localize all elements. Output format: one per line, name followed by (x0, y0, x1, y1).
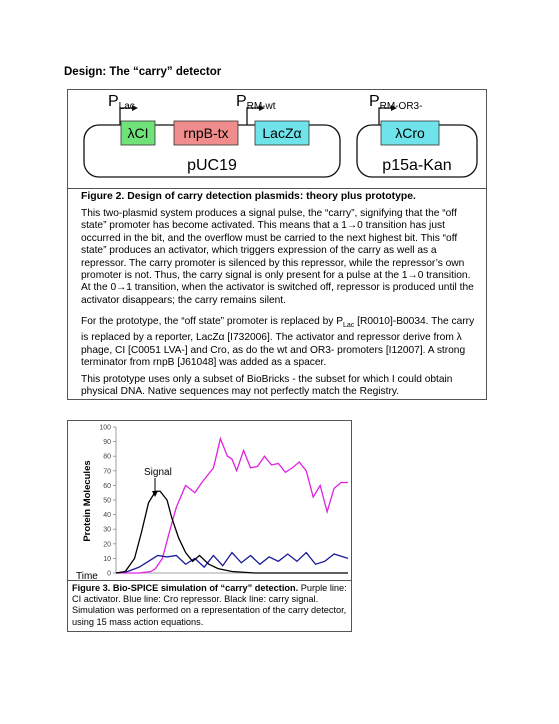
y-tick-label: 60 (103, 482, 111, 490)
simulation-line-chart (68, 421, 351, 580)
promoter-plac-label: PLac (108, 93, 135, 112)
y-tick-label: 10 (103, 555, 111, 563)
y-tick-label: 80 (103, 453, 111, 461)
y-tick-label: 90 (103, 439, 111, 447)
figure-2-paragraph-2: For the prototype, the “off state” promoter is replaced by $P_{Lac}$ [R0010]-B0034. The carry is replaced by a reporter, LacZα [I732006]. The activator and repressor derive from λ phage, CI [C0051 LVA-] and Cro, as do the wt and OR3- promoters [I12007]. A strong terminator from rnpB [J61048] was added as a spacer. (81, 316, 475, 369)
plasmid-puc19-label: pUC19 (187, 157, 237, 174)
plasmid-p15a-label: p15a-Kan (382, 157, 452, 174)
gene-cro-label: λCro (395, 125, 425, 141)
figure-3-caption: Figure 3. Bio-SPICE simulation of “carry” detection. Purple line: CI activator. Blue line: Cro repressor. Black line: carry signal. Simulation was performed on a representation of the carry detector, using 15 mass action equations. (72, 583, 347, 627)
y-tick-label: 70 (103, 468, 111, 476)
y-tick-label: 50 (103, 497, 111, 505)
y-tick-label: 0 (107, 570, 111, 578)
series-line-2 (116, 553, 348, 573)
gene-ci-label: λCI (127, 125, 149, 141)
plasmid-diagram (68, 90, 486, 188)
gene-lacz-label: LacZα (262, 125, 302, 141)
y-axis-label: Protein Molecules (82, 460, 93, 542)
figure-2-paragraph-3: This prototype uses only a subset of BioBricks - the subset for which I could obtain physical DNA. Native sequences may not perfectly match the Registry. (81, 374, 453, 398)
y-tick-label: 100 (99, 424, 111, 432)
page-heading: Design: The “carry” detector (64, 66, 222, 78)
y-tick-label: 20 (103, 541, 111, 549)
x-axis-label: Time (76, 571, 98, 580)
figure-2-caption-title: Figure 2. Design of carry detection plasmids: theory plus prototype. (81, 191, 416, 202)
promoter-rmor3-label: PRM-OR3- (369, 93, 423, 112)
promoter-rmwt-label: PRM-wt (236, 93, 276, 112)
figure-3 (67, 420, 352, 632)
y-tick-label: 30 (103, 526, 111, 534)
figure-2-paragraph-1: This two-plasmid system produces a signal pulse, the “carry”, signifying that the “off state” promoter has become activated. This means that a 1→0 transition has just occurred in the bit, and the overflow must be carried to the next highest bit. This “off state” produces an activator, which triggers expression of the carry as well as a repressor. The carry promoter is silenced by this repressor, while the repressor’s own promoter is not. Thus, the carry signal is only present for a pulse at the 1→0 transition. At the 0→1 transition, when the activator is switched off, repressor is produced until the activator disappears; the carry remains silent. (81, 208, 474, 306)
figure-3-divider (68, 580, 351, 581)
gene-rnpb-label: rnpB-tx (183, 125, 229, 141)
signal-annotation: Signal (144, 467, 172, 478)
figure-2-divider (68, 188, 486, 189)
y-tick-label: 40 (103, 512, 111, 520)
figure-2 (67, 89, 487, 400)
